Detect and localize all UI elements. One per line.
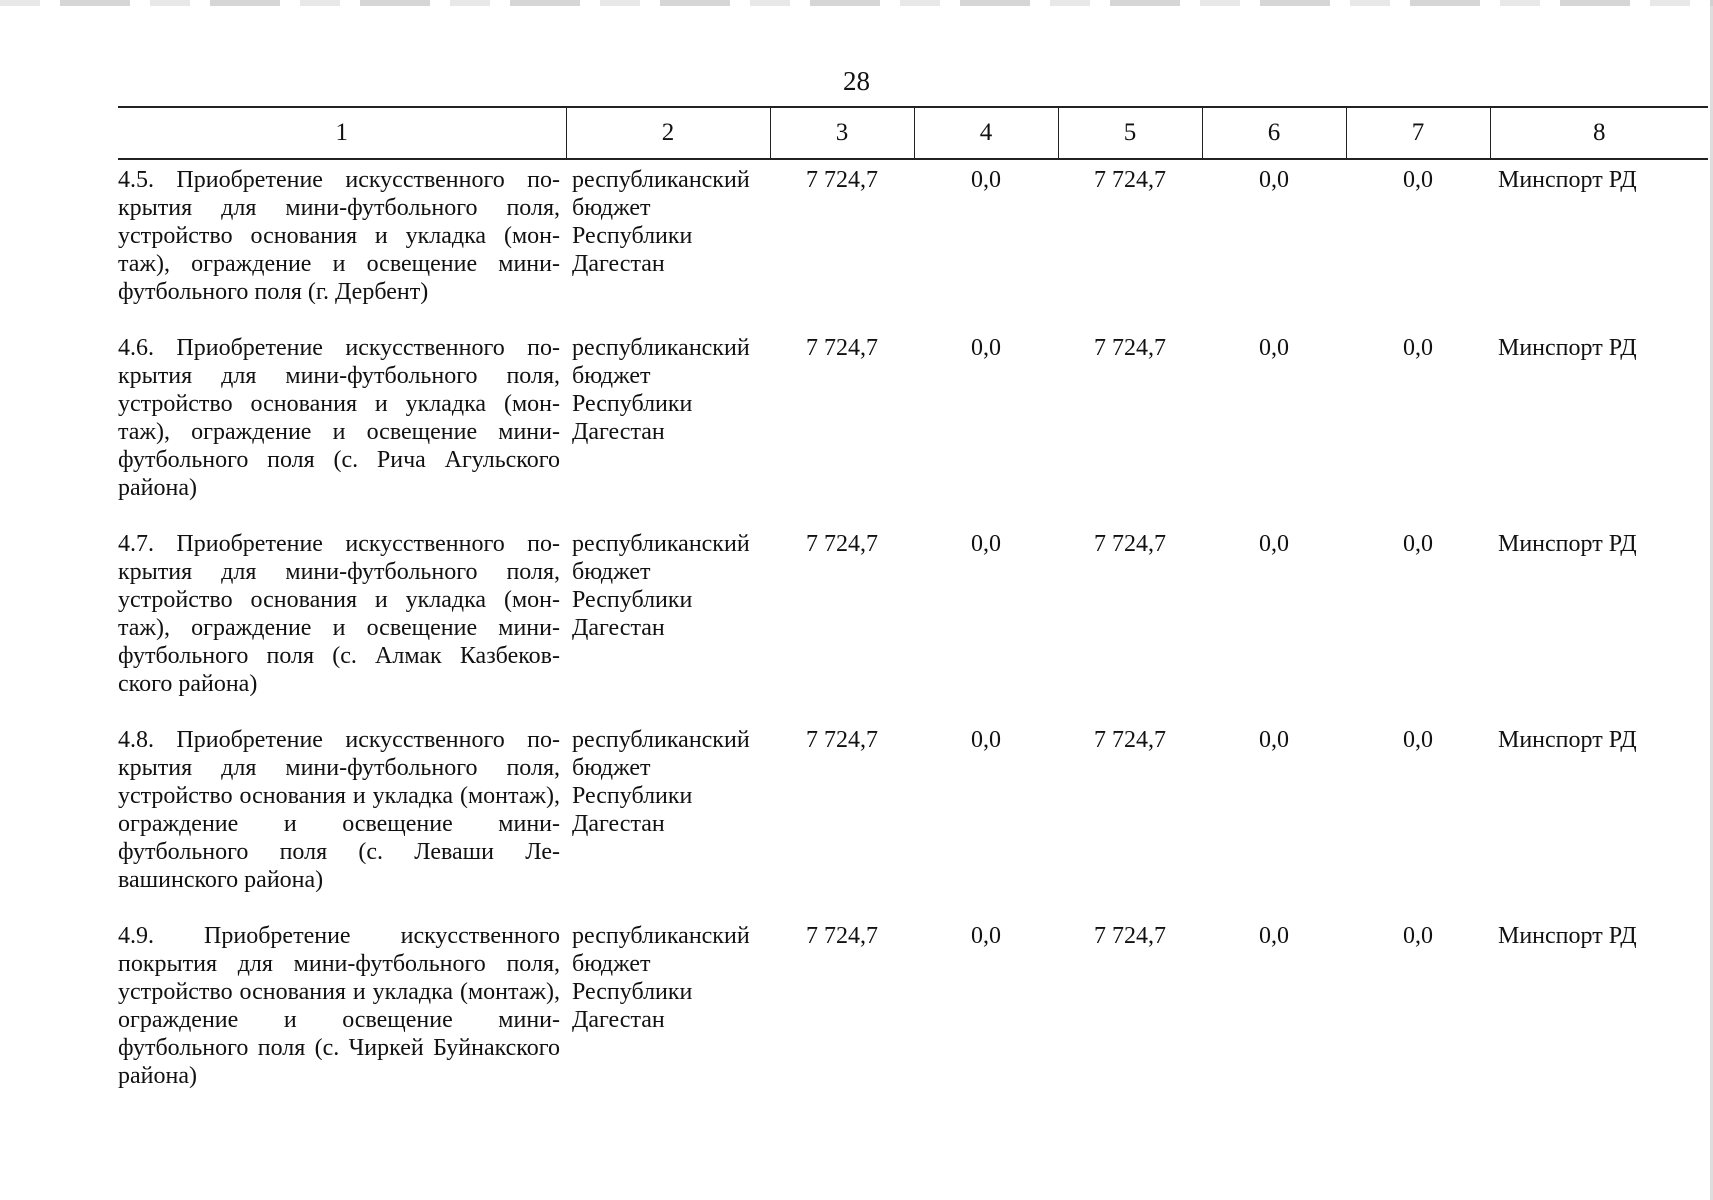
budget-table	[118, 106, 1708, 1112]
row-value-col4: 0,0	[971, 531, 1001, 557]
row-value-col6: 0,0	[1259, 923, 1289, 949]
table-row	[118, 159, 1708, 328]
row-value-col3: 7 724,7	[806, 335, 878, 361]
row-value-col7: 0,0	[1403, 727, 1433, 753]
row-value-col5: 7 724,7	[1094, 167, 1166, 193]
row-executor: Минспорт РД	[1498, 531, 1637, 557]
row-value-col7: 0,0	[1403, 531, 1433, 557]
row-funding-source: республиканский бюджет Республики Дагестан	[572, 531, 750, 641]
row-name: 4.8. Приобретение искусственного по-крытия для мини-футбольного поля, устройство основания и укладка (монтаж), ограждение и освещение мини-футбольного поля (с. Леваши Ле-вашинского района)	[118, 727, 560, 893]
table-row	[118, 916, 1708, 1112]
row-value-col3: 7 724,7	[806, 531, 878, 557]
table-header-row	[118, 107, 1708, 159]
column-header-7: 7	[1346, 107, 1490, 159]
row-value-col3: 7 724,7	[806, 167, 878, 193]
row-value-col7: 0,0	[1403, 923, 1433, 949]
row-value-col7: 0,0	[1403, 167, 1433, 193]
scan-edge-top	[0, 0, 1713, 6]
row-name: 4.7. Приобретение искусственного по-крытия для мини-футбольного поля, устройство основания и укладка (мон-таж), ограждение и освещение мини-футбольного поля (с. Алмак Казбеков-ского района)	[118, 531, 560, 697]
row-executor: Минспорт РД	[1498, 167, 1637, 193]
table-row	[118, 524, 1708, 720]
row-value-col6: 0,0	[1259, 531, 1289, 557]
column-header-8: 8	[1490, 107, 1708, 159]
row-funding-source: республиканский бюджет Республики Дагестан	[572, 335, 750, 445]
row-value-col3: 7 724,7	[806, 923, 878, 949]
row-value-col6: 0,0	[1259, 167, 1289, 193]
row-executor: Минспорт РД	[1498, 727, 1637, 753]
table-row	[118, 328, 1708, 524]
row-value-col3: 7 724,7	[806, 727, 878, 753]
column-header-4: 4	[914, 107, 1058, 159]
row-name: 4.9. Приобретение искусственного покрытия для мини-футбольного поля, устройство основания и укладка (монтаж), ограждение и освещение мини-футбольного поля (с. Чиркей Буйнакского района)	[118, 923, 560, 1089]
row-funding-source: республиканский бюджет Республики Дагестан	[572, 167, 750, 277]
row-funding-source: республиканский бюджет Республики Дагестан	[572, 727, 750, 837]
column-header-5: 5	[1058, 107, 1202, 159]
row-value-col7: 0,0	[1403, 335, 1433, 361]
row-executor: Минспорт РД	[1498, 923, 1637, 949]
row-value-col5: 7 724,7	[1094, 531, 1166, 557]
column-header-3: 3	[770, 107, 914, 159]
row-name: 4.5. Приобретение искусственного по-крытия для мини-футбольного поля, устройство основания и укладка (мон-таж), ограждение и освещение мини-футбольного поля (г. Дербент)	[118, 167, 560, 305]
table-row	[118, 720, 1708, 916]
row-value-col4: 0,0	[971, 335, 1001, 361]
row-value-col4: 0,0	[971, 923, 1001, 949]
row-funding-source: республиканский бюджет Республики Дагестан	[572, 923, 750, 1033]
column-header-2: 2	[566, 107, 770, 159]
row-name: 4.6. Приобретение искусственного по-крытия для мини-футбольного поля, устройство основания и укладка (мон-таж), ограждение и освещение мини-футбольного поля (с. Рича Агульского района)	[118, 335, 560, 501]
row-value-col5: 7 724,7	[1094, 727, 1166, 753]
row-value-col4: 0,0	[971, 727, 1001, 753]
row-executor: Минспорт РД	[1498, 335, 1637, 361]
column-header-1: 1	[118, 107, 566, 159]
row-value-col6: 0,0	[1259, 727, 1289, 753]
row-value-col6: 0,0	[1259, 335, 1289, 361]
row-value-col5: 7 724,7	[1094, 335, 1166, 361]
row-value-col5: 7 724,7	[1094, 923, 1166, 949]
column-header-6: 6	[1202, 107, 1346, 159]
row-value-col4: 0,0	[971, 167, 1001, 193]
page-number: 28	[843, 66, 870, 96]
